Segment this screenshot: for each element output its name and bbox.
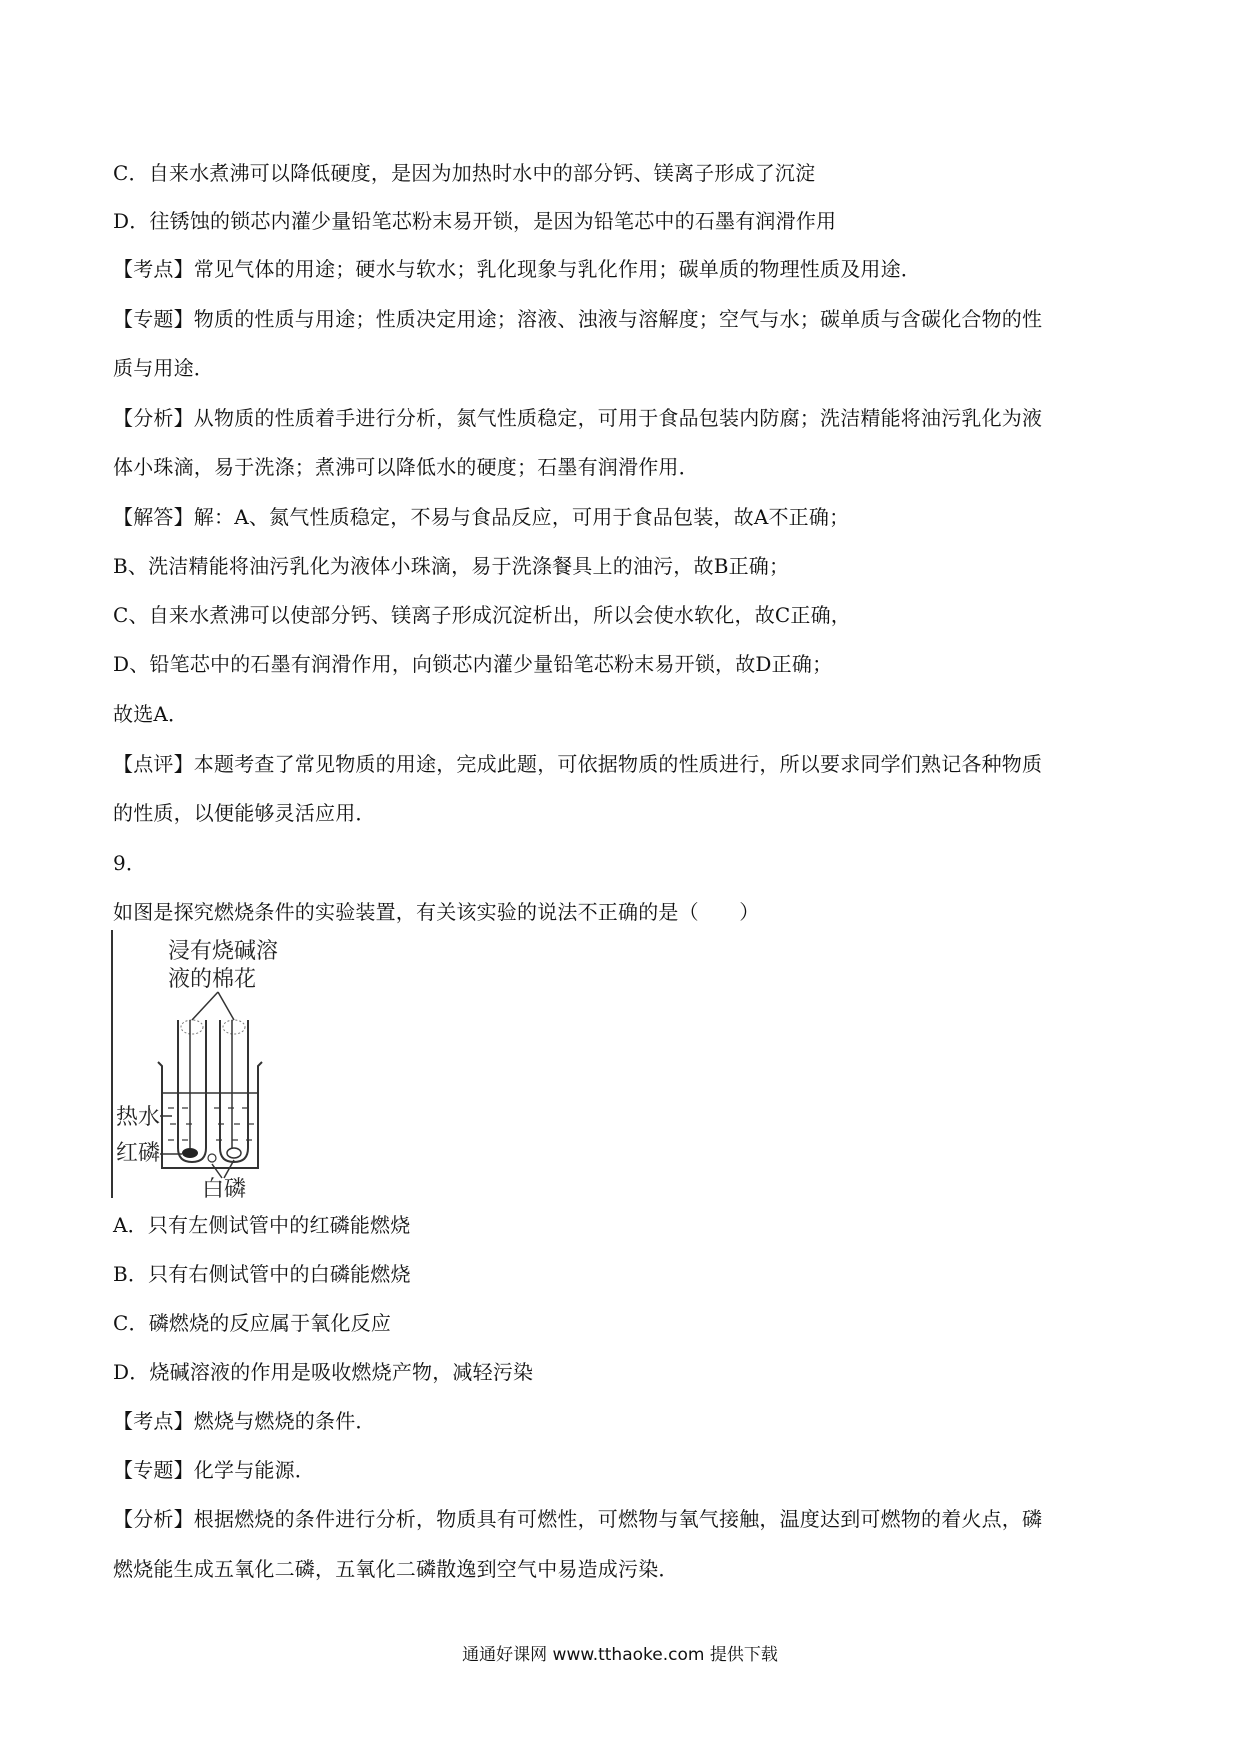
right-test-tube <box>220 1020 248 1162</box>
cotton-right <box>223 1020 245 1034</box>
question-number: 9． <box>113 851 147 875</box>
left-test-tube <box>178 1020 206 1162</box>
label-cotton-line2: 液的棉花 <box>168 967 257 992</box>
q9-fenxi-line-2: 燃烧能生成五氧化二磷，五氧化二磷散逸到空气中易造成污染． <box>113 1557 679 1581</box>
label-white-phosphorus: 白磷 <box>202 1177 247 1200</box>
jieda-line-1: 【解答】解：A、氮气性质稳定，不易与食品反应，可用于食品包装，故A不正确； <box>113 505 850 529</box>
kaodian-line: 【考点】常见气体的用途；硬水与软水；乳化现象与乳化作用；碳单质的物理性质及用途． <box>113 257 921 281</box>
dianping-line-1: 【点评】本题考查了常见物质的用途，完成此题，可依据物质的性质进行，所以要求同学们熟记各种物质 <box>113 752 1043 776</box>
q9-zhuanti: 【专题】化学与能源． <box>113 1458 315 1482</box>
question-stem: 如图是探究燃烧条件的实验装置，有关该实验的说法不正确的是（ ） <box>113 900 760 924</box>
option-d-line: D．往锈蚀的锁芯内灌少量铅笔芯粉末易开锁，是因为铅笔芯中的石墨有润滑作用 <box>113 209 837 233</box>
label-red-phosphorus: 红磷 <box>116 1141 161 1166</box>
choice-a: A．只有左侧试管中的红磷能燃烧 <box>113 1213 411 1237</box>
jieda-line-4: D、铅笔芯中的石墨有润滑作用，向锁芯内灌少量铅笔芯粉末易开锁，故D正确； <box>113 652 833 676</box>
beaker <box>158 1062 262 1168</box>
page-footer: 通通好课网 www.tthaoke.com 提供下载 <box>462 1645 778 1665</box>
cotton-arrow-left <box>192 992 218 1020</box>
cotton-arrow-right <box>218 992 234 1020</box>
fenxi-line-1: 【分析】从物质的性质着手进行分析，氮气性质稳定，可用于食品包装内防腐；洗洁精能将油污乳化为液 <box>113 406 1043 430</box>
white-pointer-1 <box>212 1164 222 1178</box>
combustion-apparatus-diagram <box>110 928 290 1200</box>
white-phosphorus-small <box>208 1154 216 1162</box>
fenxi-line-2: 体小珠滴，易于洗涤；煮沸可以降低水的硬度；石墨有润滑作用． <box>113 455 699 479</box>
jieda-line-3: C、自来水煮沸可以使部分钙、镁离子形成沉淀析出，所以会使水软化，故C正确， <box>113 603 852 627</box>
white-phosphorus <box>227 1148 241 1158</box>
choice-d: D．烧碱溶液的作用是吸收燃烧产物，减轻污染 <box>113 1360 534 1384</box>
choice-c: C．磷燃烧的反应属于氧化反应 <box>113 1311 392 1335</box>
label-hot-water: 热水 <box>116 1105 161 1130</box>
answer-line: 故选A． <box>113 702 189 726</box>
dianping-line-2: 的性质，以便能够灵活应用． <box>113 801 376 825</box>
water-dashes <box>168 1108 254 1140</box>
cotton-left <box>181 1020 203 1034</box>
red-phosphorus <box>182 1148 198 1158</box>
zhuanti-line-2: 质与用途． <box>113 356 214 380</box>
zhuanti-line-1: 【专题】物质的性质与用途；性质决定用途；溶液、浊液与溶解度；空气与水；碳单质与含碳化合物的性 <box>113 307 1043 331</box>
label-cotton-line1: 浸有烧碱溶 <box>168 939 279 964</box>
q9-fenxi-line-1: 【分析】根据燃烧的条件进行分析，物质具有可燃性，可燃物与氧气接触，温度达到可燃物的着火点，磷 <box>113 1507 1043 1531</box>
option-c-line: C．自来水煮沸可以降低硬度，是因为加热时水中的部分钙、镁离子形成了沉淀 <box>113 161 816 185</box>
q9-kaodian: 【考点】燃烧与燃烧的条件． <box>113 1409 376 1433</box>
choice-b: B．只有右侧试管中的白磷能燃烧 <box>113 1262 411 1286</box>
experiment-figure <box>110 928 290 1200</box>
jieda-line-2: B、洗洁精能将油污乳化为液体小珠滴，易于洗涤餐具上的油污，故B正确； <box>113 554 790 578</box>
